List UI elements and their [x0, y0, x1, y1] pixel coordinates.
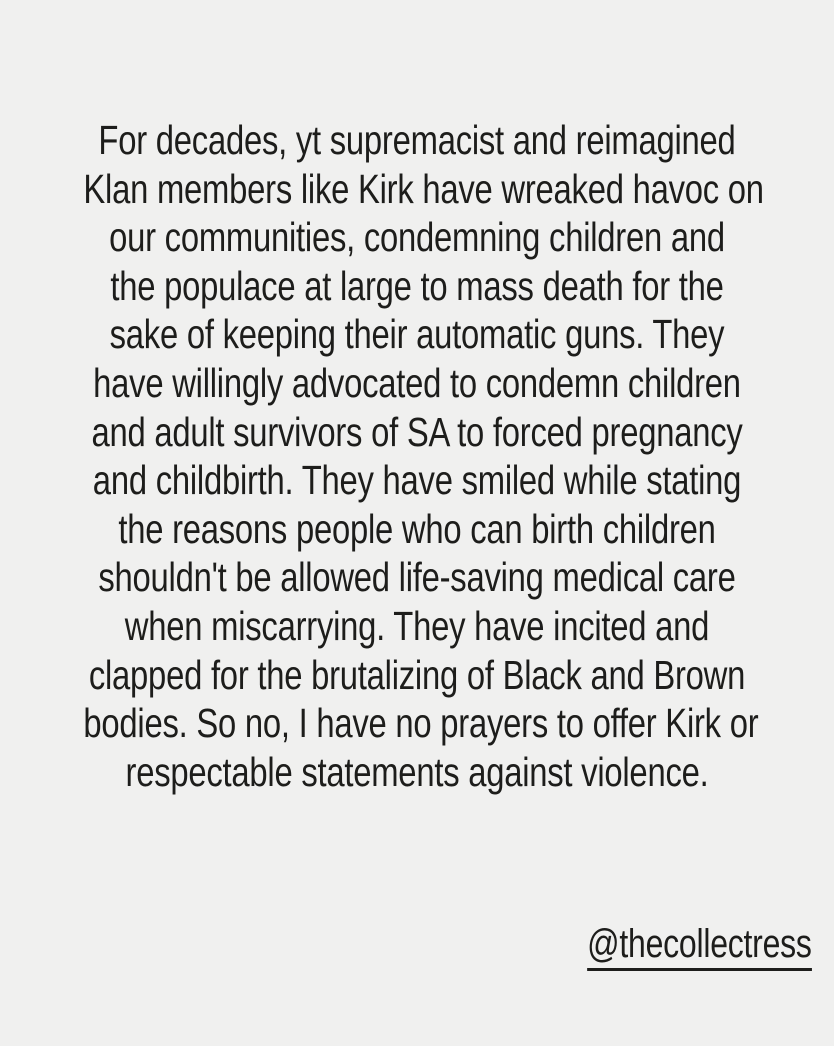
attribution [587, 922, 812, 971]
quote-text [83, 116, 764, 796]
quote-line: clapped for the brutalizing of Black and Brown [88, 651, 746, 698]
quote-line: shouldn't be allowed life-saving medical care [98, 554, 736, 601]
quote-line: Klan members like Kirk have wreaked havoc on [83, 165, 764, 212]
quote-line: when miscarrying. They have incited and [124, 602, 710, 649]
quote-line: and childbirth. They have smiled while stating [92, 457, 742, 504]
quote-line: the populace at large to mass death for the [110, 262, 724, 309]
quote-line: our communities, condemning children and [109, 214, 725, 261]
quote-line: bodies. So no, I have no prayers to offer Kirk or [83, 700, 759, 747]
quote-line: and adult survivors of SA to forced pregnancy [91, 408, 743, 455]
quote-line: have willingly advocated to condemn children [93, 359, 741, 406]
quote-line: sake of keeping their automatic guns. They [109, 311, 725, 358]
quote-line: respectable statements against violence. [125, 748, 709, 795]
author-handle: @thecollectress [587, 922, 812, 971]
quote-line: For decades, yt supremacist and reimagined [98, 117, 736, 163]
quote-line: the reasons people who can birth children [118, 505, 716, 552]
